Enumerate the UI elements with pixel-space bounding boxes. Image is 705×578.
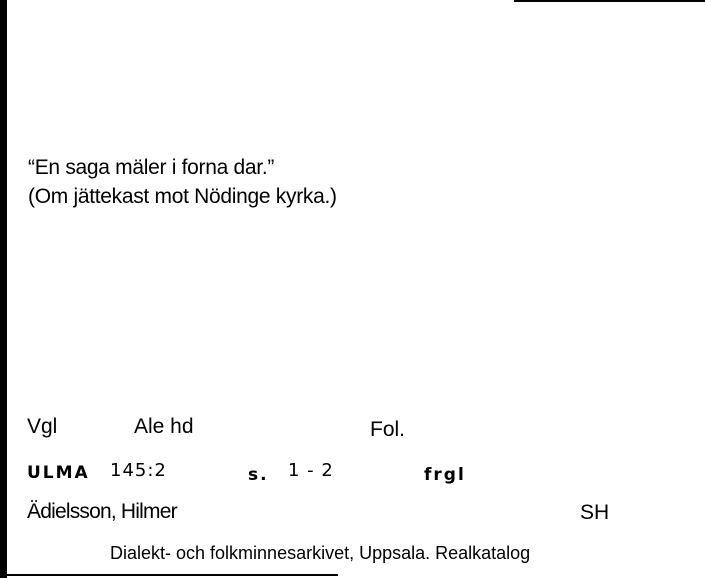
record-number: 145:2 bbox=[110, 460, 167, 481]
district-label: Ale hd bbox=[134, 415, 194, 438]
card-bottom-rule bbox=[0, 574, 338, 576]
recorder-name: Ädielsson, Hilmer bbox=[27, 500, 177, 523]
page-range: 1 - 2 bbox=[288, 460, 334, 481]
card-title-line-2: (Om jättekast mot Nödinge kyrka.) bbox=[28, 185, 337, 208]
format-label: Fol. bbox=[370, 418, 406, 441]
card-top-rule bbox=[514, 0, 705, 2]
card-left-edge bbox=[0, 0, 7, 578]
province-label: Vgl bbox=[27, 415, 58, 438]
pages-prefix: s. bbox=[248, 465, 269, 485]
archive-footer: Dialekt- och folkminnesarkivet, Uppsala. Realkatalog bbox=[110, 543, 531, 563]
card-title-line-1: “En saga mäler i forna dar.” bbox=[28, 156, 275, 179]
cataloger-initials: SH bbox=[580, 501, 610, 524]
archive-code: ULMA bbox=[27, 463, 90, 483]
genre-code: frgl bbox=[424, 465, 466, 485]
